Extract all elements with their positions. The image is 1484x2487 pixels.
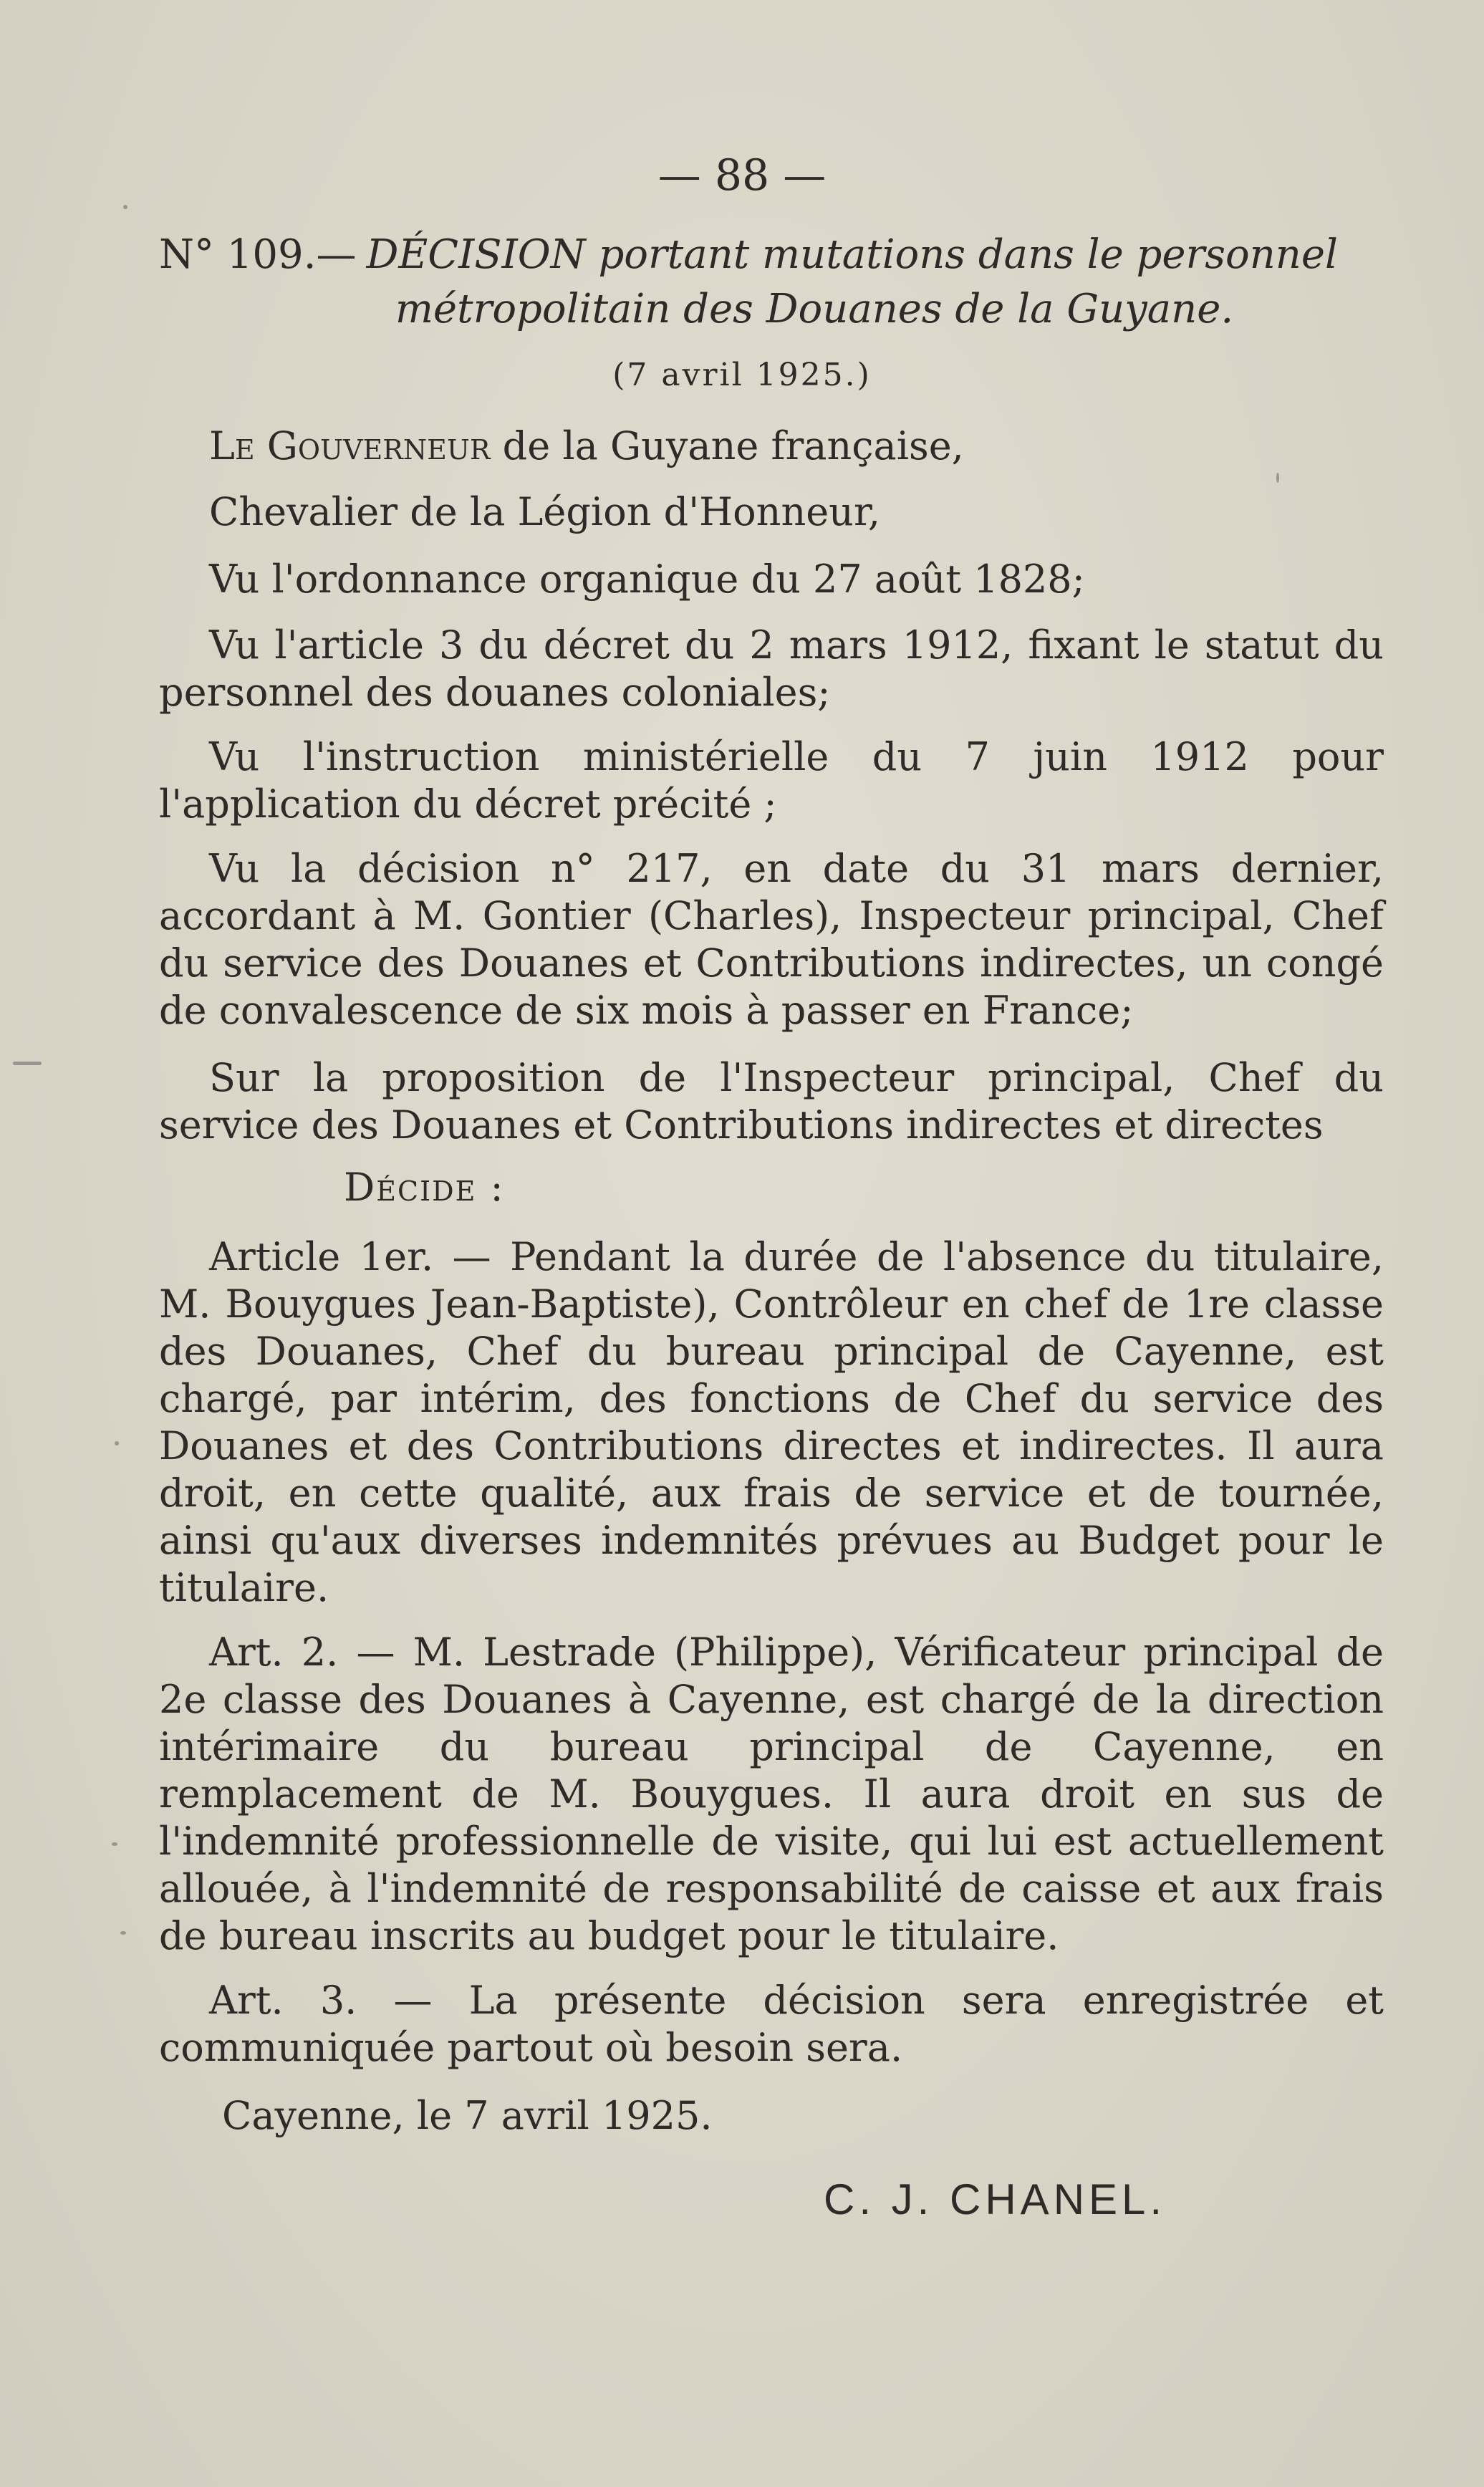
decision-date: (7 avril 1925.) xyxy=(612,357,872,393)
article-3: Art. 3. — La présente décision sera enregistrée et communiquée partout où besoin sera. xyxy=(159,1978,1384,2070)
paper-speck xyxy=(120,1931,126,1935)
place-date: Cayenne, le 7 avril 1925. xyxy=(222,2093,713,2138)
paragraph-instruction: Vu l'instruction ministérielle du 7 juin 1912 pour l'application du décret précité ; xyxy=(159,734,1384,827)
decision-title-line2: métropolitain des Douanes de la Guyane. xyxy=(395,286,1234,332)
governor-title: Le Gouverneur xyxy=(209,423,491,468)
article-2: Art. 2. — M. Lestrade (Philippe), Vérificateur principal de 2e classe des Douanes à Cayenne, est chargé de la direction intérimaire du bureau principal de Cayenne, en remplacement de M. Bouygues. Il aura droit en sus de l'indemnité professionnelle de visite, qui lui est actuellement allouée, à l'indemnité de responsabilité de caisse et aux frais de bureau inscrits au budget pour le titulaire. xyxy=(159,1630,1384,1958)
paragraph-article-3: Vu l'article 3 du décret du 2 mars 1912, fixant le statut du personnel des douanes coloniales; xyxy=(159,622,1384,715)
paragraph-chevalier: Chevalier de la Légion d'Honneur, xyxy=(209,489,881,534)
decision-heading xyxy=(159,228,1384,337)
signature: C. J. CHANEL. xyxy=(824,2175,1167,2223)
paper-speck xyxy=(1276,473,1279,483)
governor-rest: de la Guyane française, xyxy=(490,423,964,468)
decision-title xyxy=(159,228,1384,282)
paper-speck xyxy=(13,1062,42,1065)
page-number: — 88 — xyxy=(657,150,827,201)
decide-heading: Décide : xyxy=(344,1165,505,1210)
paragraph-proposition: Sur la proposition de l'Inspecteur principal, Chef du service des Douanes et Contributions indirectes et directes xyxy=(159,1055,1384,1148)
decision-number: N° 109.— xyxy=(159,231,357,278)
paper-speck xyxy=(115,1441,119,1445)
paper-speck xyxy=(123,205,127,209)
paragraph-decision-217: Vu la décision n° 217, en date du 31 mars dernier, accordant à M. Gontier (Charles), Inspecteur principal, Chef du service des Douanes et Contributions indirectes, un congé de convalescence de six mois à passer en France; xyxy=(159,846,1384,1033)
paragraph-governor xyxy=(159,423,1384,470)
paragraph-ordonnance: Vu l'ordonnance organique du 27 août 1828; xyxy=(209,557,1085,602)
article-1: Article 1er. — Pendant la durée de l'absence du titulaire, M. Bouygues Jean-Baptiste), Contrôleur en chef de 1re classe des Douanes, Chef du bureau principal de Cayenne, est chargé, par intérim, des fonctions de Chef du service des Douanes et des Contributions directes et indirectes. Il aura droit, en cette qualité, aux frais de service et de tournée, ainsi qu'aux diverses indemnités prévues au Budget pour le titulaire. xyxy=(159,1234,1384,1610)
decision-title-line1: DÉCISION portant mutations dans le personnel xyxy=(366,231,1338,278)
paper-speck xyxy=(112,1842,117,1846)
